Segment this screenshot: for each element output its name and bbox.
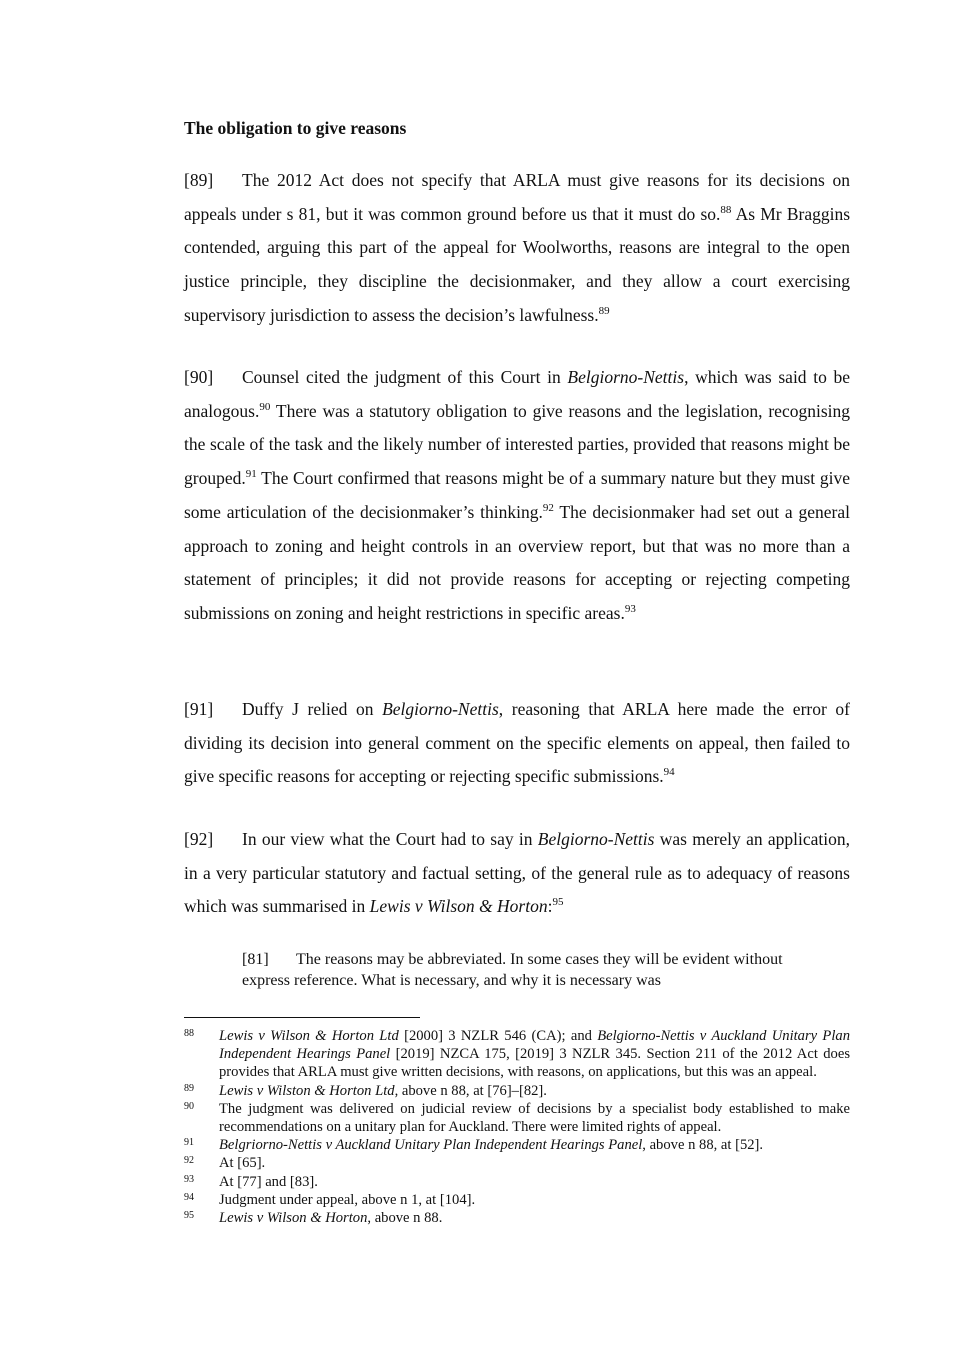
paragraph-text: In our view what the Court had to say in: [242, 829, 538, 849]
footnote-94: [184, 1191, 850, 1209]
footnote-ref: 94: [663, 766, 675, 779]
footnote-text: [219, 1136, 850, 1154]
footnote-92: [184, 1154, 850, 1172]
footnote-89: [184, 1082, 850, 1100]
paragraph-text: Counsel cited the judgment of this Court in: [242, 367, 568, 387]
footnote-text: The judgment was delivered on judicial review of decisions by a specialist body established to make recommendations on a unitary plan for Auckland. There were limited rights of appeal.: [219, 1100, 850, 1136]
quote-text: The reasons may be abbreviated. In some cases they will be evident without express reference. What is necessary, and why it is necessary was: [242, 951, 783, 989]
case-name: Belgriorno-Nettis v Auckland Unitary Plan Independent Hearings Panel: [219, 1137, 643, 1154]
paragraph-text: As Mr Braggins contended, arguing this part of the appeal for Woolworths, reasons are integral to the open justice principle, they discipline the decisionmaker, and they allow a court exercising supervisory jurisdiction to assess the decision’s lawfulness.: [184, 203, 851, 325]
case-name: Belgiorno-Nettis: [567, 367, 685, 387]
footnote-text: At [77] and [83].: [219, 1173, 318, 1190]
case-name: Lewis v Wilson & Horton: [369, 896, 548, 917]
footnote-text-part: , above n 88.: [367, 1210, 443, 1227]
footnote-text-part: [2019] NZCA 175, [2019] 3 NZLR 345. Section 211 of the 2012 Act does provides that ARLA must give written decisions, with reasons, on applications, but this was an appeal.: [219, 1046, 850, 1081]
footnote-text: [219, 1209, 850, 1227]
footnotes: [184, 1027, 850, 1227]
footnote-ref: 92: [542, 501, 554, 514]
paragraph-number: [92]: [184, 829, 214, 849]
paragraph-91: [184, 693, 850, 794]
paragraph-text: :: [547, 896, 553, 917]
paragraph-90: [184, 361, 850, 631]
footnote-ref: 93: [624, 603, 636, 616]
footnote-number: 90: [184, 1100, 194, 1112]
case-name: Belgiorno-Nettis v Auckland Unitary Plan Independent Hearings Panel: [219, 1028, 850, 1063]
paragraph-text: , reasoning that ARLA here made the error of dividing its decision into general comment on the specific elements on appeal, then failed to give specific reasons for accepting or rejecting specific submissions.: [184, 699, 851, 787]
footnote-number: 94: [184, 1191, 194, 1203]
paragraph-text: was merely an application, in a very particular statutory and factual setting, of the general rule as to adequacy of reasons which was summarised in: [184, 829, 850, 917]
footnote-separator: [184, 1017, 420, 1018]
case-name: Lewis v Wilston & Horton Ltd: [219, 1082, 395, 1099]
case-name: Lewis v Wilson & Horton Ltd: [219, 1028, 399, 1044]
paragraph-number: [91]: [184, 699, 214, 719]
footnote-ref: 90: [259, 400, 271, 413]
footnote-number: 93: [184, 1173, 194, 1185]
case-name: Belgiorno-Nettis: [537, 829, 655, 849]
case-name: Belgiorno-Nettis: [382, 699, 499, 719]
footnote-text: Judgment under appeal, above n 1, at [104].: [219, 1191, 476, 1208]
block-quote: [242, 949, 798, 991]
footnote-93: [184, 1173, 850, 1191]
footnote-text: [219, 1027, 850, 1082]
footnote-number: 88: [184, 1028, 194, 1039]
paragraph-number: [90]: [184, 367, 214, 387]
footnote-text-part: , above n 88, at [76]–[82].: [394, 1082, 547, 1099]
footnote-ref: 89: [598, 304, 610, 317]
footnote-number: 91: [184, 1137, 194, 1149]
footnote-ref: 95: [552, 896, 564, 909]
footnote-text: At [65].: [219, 1155, 266, 1172]
footnote-number: 95: [184, 1210, 194, 1222]
paragraph-text: The decisionmaker had set out a general approach to zoning and height controls in an overview report, but that was no more than a statement of principles; it did not provide reasons for accepting or rejecting competing submissions on zoning and height restrictions in specific areas.: [184, 501, 850, 623]
section-heading: The obligation to give reasons: [184, 118, 407, 138]
footnote-text: [219, 1082, 850, 1100]
paragraph-text: , which was said to be analogous.: [184, 367, 850, 421]
footnote-95: [184, 1209, 850, 1227]
footnote-text-part: [2000] 3 NZLR 546 (CA); and: [398, 1028, 598, 1044]
footnote-ref: 88: [720, 203, 732, 216]
paragraph-text: There was a statutory obligation to give reasons and the legislation, recognising the scale of the task and the likely number of interested parties, provided that reasons might be grouped.: [184, 400, 850, 489]
quote-paragraph-number: [81]: [242, 951, 269, 968]
footnote-90: [184, 1100, 850, 1136]
paragraph-text: The Court confirmed that reasons might be of a summary nature but they must give some articulation of the decisionmaker’s thinking.: [184, 468, 850, 522]
footnote-number: 89: [184, 1082, 194, 1094]
footnote-91: [184, 1136, 850, 1154]
footnote-ref: 91: [245, 468, 257, 481]
footnote-text-part: , above n 88, at [52].: [642, 1137, 764, 1154]
case-name: Lewis v Wilson & Horton: [219, 1210, 368, 1227]
paragraph-text: Duffy J relied on: [242, 699, 383, 719]
paragraph-92: [184, 823, 850, 924]
paragraph-89: [184, 164, 850, 333]
footnote-number: 92: [184, 1155, 194, 1167]
paragraph-text: The 2012 Act does not specify that ARLA must give reasons for its decisions on appeals under s 81, but it was common ground before us that it must do so.: [184, 170, 850, 224]
footnote-88: [184, 1027, 850, 1082]
paragraph-number: [89]: [184, 170, 214, 190]
